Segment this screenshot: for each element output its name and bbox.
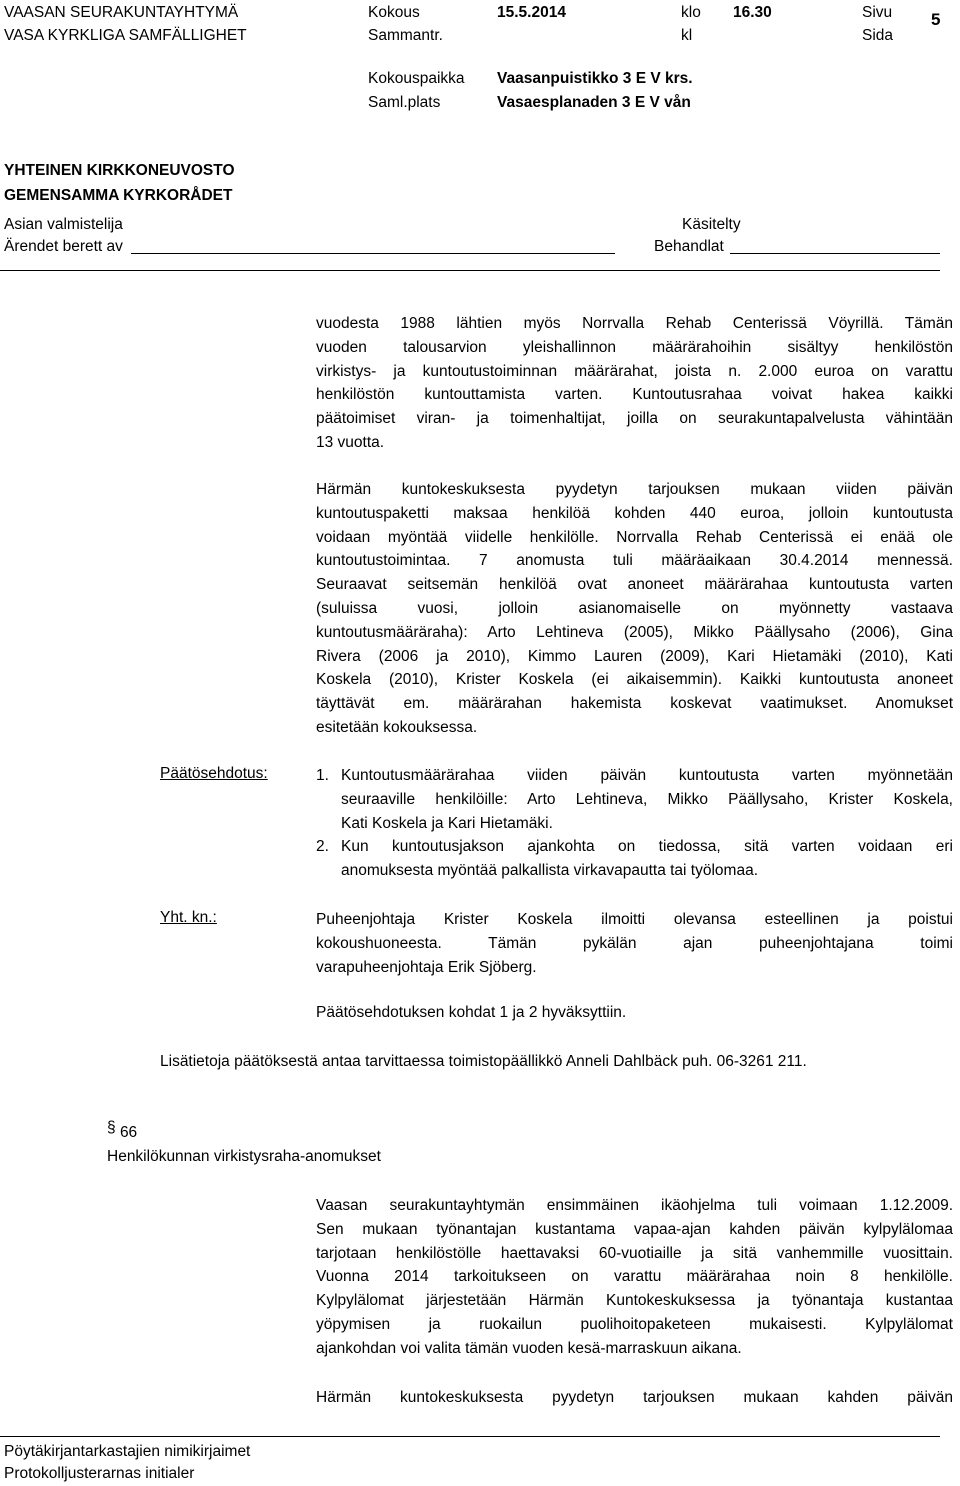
text-line: Sen mukaan työnantajan kustantama vapaa-ajan kahden päivän kylpylälomaa <box>316 1220 953 1238</box>
text-line: yöpymisen ja ruokailun puolihoitopaketeen mukaisesti. Kylpylälomat <box>316 1315 953 1333</box>
text-line: kuntoutuspaketti maksaa henkilöä kohden 440 euroa, jolloin kuntoutusta <box>316 504 953 522</box>
text-line: täyttävät em. määrärahan hakemista koskevat vaatimukset. Anomukset <box>316 695 953 713</box>
page-label-sv: Sida <box>862 27 894 44</box>
text-line: Kun kuntoutusjakson ajankohta on tiedossa, sitä varten voidaan eri <box>341 838 953 856</box>
meeting-label-fi: Kokous <box>368 4 420 21</box>
text-line: kuntoutusmääräraha): Arto Lehtineva (2005), Mikko Päällysaho (2006), Gina <box>316 623 953 641</box>
text-line: Vaasan seurakuntayhtymän ensimmäinen ikäohjelma tuli voimaan 1.12.2009. <box>316 1197 953 1214</box>
meeting-date: 15.5.2014 <box>497 4 566 21</box>
meeting-time: 16.30 <box>733 4 772 21</box>
handled-label-sv: Behandlat <box>654 238 724 255</box>
decision-result: Päätösehdotuksen kohdat 1 ja 2 hyväksyttiin. <box>316 1004 627 1021</box>
body-name-sv: GEMENSAMMA KYRKORÅDET <box>4 187 233 204</box>
text-line: Puheenjohtaja Krister Koskela ilmoitti olevansa esteellinen ja poistui <box>316 911 953 928</box>
proposal-item <box>316 835 953 883</box>
text-line: Kati Koskela ja Kari Hietamäki. <box>341 814 553 832</box>
text-line: päätoimiset viran- ja toimenhaltijat, joilla on seurakuntapalvelusta vähintään <box>316 410 953 428</box>
text-line: Seuraavat seitsemän henkilöä ovat anoneet määrärahaa kuntoutusta varten <box>316 576 953 594</box>
text-line: 13 vuotta. <box>316 433 385 451</box>
proposal-number: 1. <box>316 767 329 784</box>
text-line: varapuheenjohtaja Erik Sjöberg. <box>316 958 537 976</box>
org-name-fi: VAASAN SEURAKUNTAYHTYMÄ <box>4 4 239 21</box>
org-name-sv: VASA KYRKLIGA SAMFÄLLIGHET <box>4 27 247 44</box>
text-line: seuraaville henkilöille: Arto Lehtineva, Mikko Päällysaho, Krister Koskela, <box>341 790 953 808</box>
text-line: ajankohdan voi valita tämän vuoden kesä-marraskuun aikana. <box>316 1339 742 1357</box>
text-line: voidaan myöntää viidelle henkilölle. Norrvalla Rehab Centerissä ei enää ole <box>316 528 953 546</box>
venue-sv: Vasaesplanaden 3 E V vån <box>497 94 691 111</box>
text-line: Kuntoutusmäärärahaa viiden päivän kuntoutusta varten myönnetään <box>341 767 953 784</box>
signers-label-fi: Pöytäkirjantarkastajien nimikirjaimet <box>4 1443 251 1460</box>
text-line: vuodesta 1988 lähtien myös Norrvalla Rehab Centerissä Vöyrillä. Tämän <box>316 315 953 332</box>
page-label-fi: Sivu <box>862 4 893 21</box>
text-line: Koskela (2010), Krister Koskela (ei aikaisemmin). Kaikki kuntoutusta anoneet <box>316 671 953 689</box>
time-label-fi: klo <box>681 4 701 21</box>
text-line: kokoushuoneesta. Tämän pykälän ajan puheenjohtajana toimi <box>316 934 953 952</box>
text-line: vuoden talousarvion yleishallinnon määrärahoihin sisältyy henkilöstön <box>316 338 953 356</box>
text-line: Vuonna 2014 tarkoitukseen on varattu määrärahaa noin 8 henkilölle. <box>316 1268 953 1286</box>
header-divider <box>0 270 940 271</box>
venue-fi: Vaasanpuistikko 3 E V krs. <box>497 70 693 87</box>
prepared-by-line <box>131 253 615 254</box>
text-line: (suluissa vuosi, jolloin asianomaiselle on myönnetty vastaava <box>316 599 953 617</box>
text-line: kuntoutustoimintaa. 7 anomusta tuli määräaikaan 30.4.2014 mennessä. <box>316 552 953 570</box>
text-line: esitetään kokouksessa. <box>316 718 478 736</box>
paragraph-applications <box>316 478 953 740</box>
text-line: Härmän kuntokeskuksesta pyydetyn tarjouksen mukaan kahden päivän <box>316 1389 953 1406</box>
text-line: Kylpylälomat järjestetään Härmän Kuntokeskuksessa ja työnantaja kustantaa <box>316 1292 953 1310</box>
section-symbol: § <box>107 1119 116 1136</box>
decision-label: Yht. kn.: <box>160 909 217 926</box>
text-line: Härmän kuntokeskuksesta pyydetyn tarjouksen mukaan viiden päivän <box>316 481 953 498</box>
section-title: Henkilökunnan virkistysraha-anomukset <box>107 1148 381 1165</box>
text-line: henkilöstön kuntouttamista varten. Kuntoutusrahaa voivat hakea kaikki <box>316 386 953 404</box>
signers-label-sv: Protokolljusterarnas initialer <box>4 1465 195 1482</box>
handled-line <box>730 253 940 254</box>
text-line: virkistys- ja kuntoutustoiminnan määrärahat, joista n. 2.000 euroa on varattu <box>316 362 953 380</box>
paragraph-spa-program <box>316 1194 953 1361</box>
page-number: 5 <box>931 10 941 29</box>
decision-text <box>316 908 953 979</box>
venue-label-sv: Saml.plats <box>368 94 441 111</box>
section-number: 66 <box>119 1124 138 1141</box>
prepared-by-label-sv: Ärendet berett av <box>4 238 123 255</box>
section-heading <box>107 1119 138 1142</box>
handled-label-fi: Käsitelty <box>682 216 741 233</box>
proposal-label: Päätösehdotus: <box>160 765 268 782</box>
text-line: anomuksesta myöntää palkallista virkavapautta tai työlomaa. <box>341 862 758 880</box>
more-info: Lisätietoja päätöksestä antaa tarvittaessa toimistopäällikkö Anneli Dahlbäck puh. 06-3261 211. <box>160 1053 807 1070</box>
paragraph-offer <box>316 1386 953 1410</box>
body-name-fi: YHTEINEN KIRKKONEUVOSTO <box>4 162 235 179</box>
paragraph-funding <box>316 312 953 455</box>
proposal-list <box>316 764 953 883</box>
meeting-label-sv: Sammantr. <box>368 27 443 44</box>
time-label-sv: kl <box>681 27 693 44</box>
prepared-by-label-fi: Asian valmistelija <box>4 216 123 233</box>
proposal-number: 2. <box>316 838 329 856</box>
venue-label-fi: Kokouspaikka <box>368 70 465 87</box>
proposal-item <box>316 764 953 835</box>
text-line: Rivera (2006 ja 2010), Kimmo Lauren (2009), Kari Hietamäki (2010), Kati <box>316 647 953 665</box>
text-line: tarjotaan henkilöstölle haettavaksi 60-vuotiaille ja sitä vanhemmille vuosittain. <box>316 1244 953 1262</box>
footer-divider <box>0 1436 940 1437</box>
